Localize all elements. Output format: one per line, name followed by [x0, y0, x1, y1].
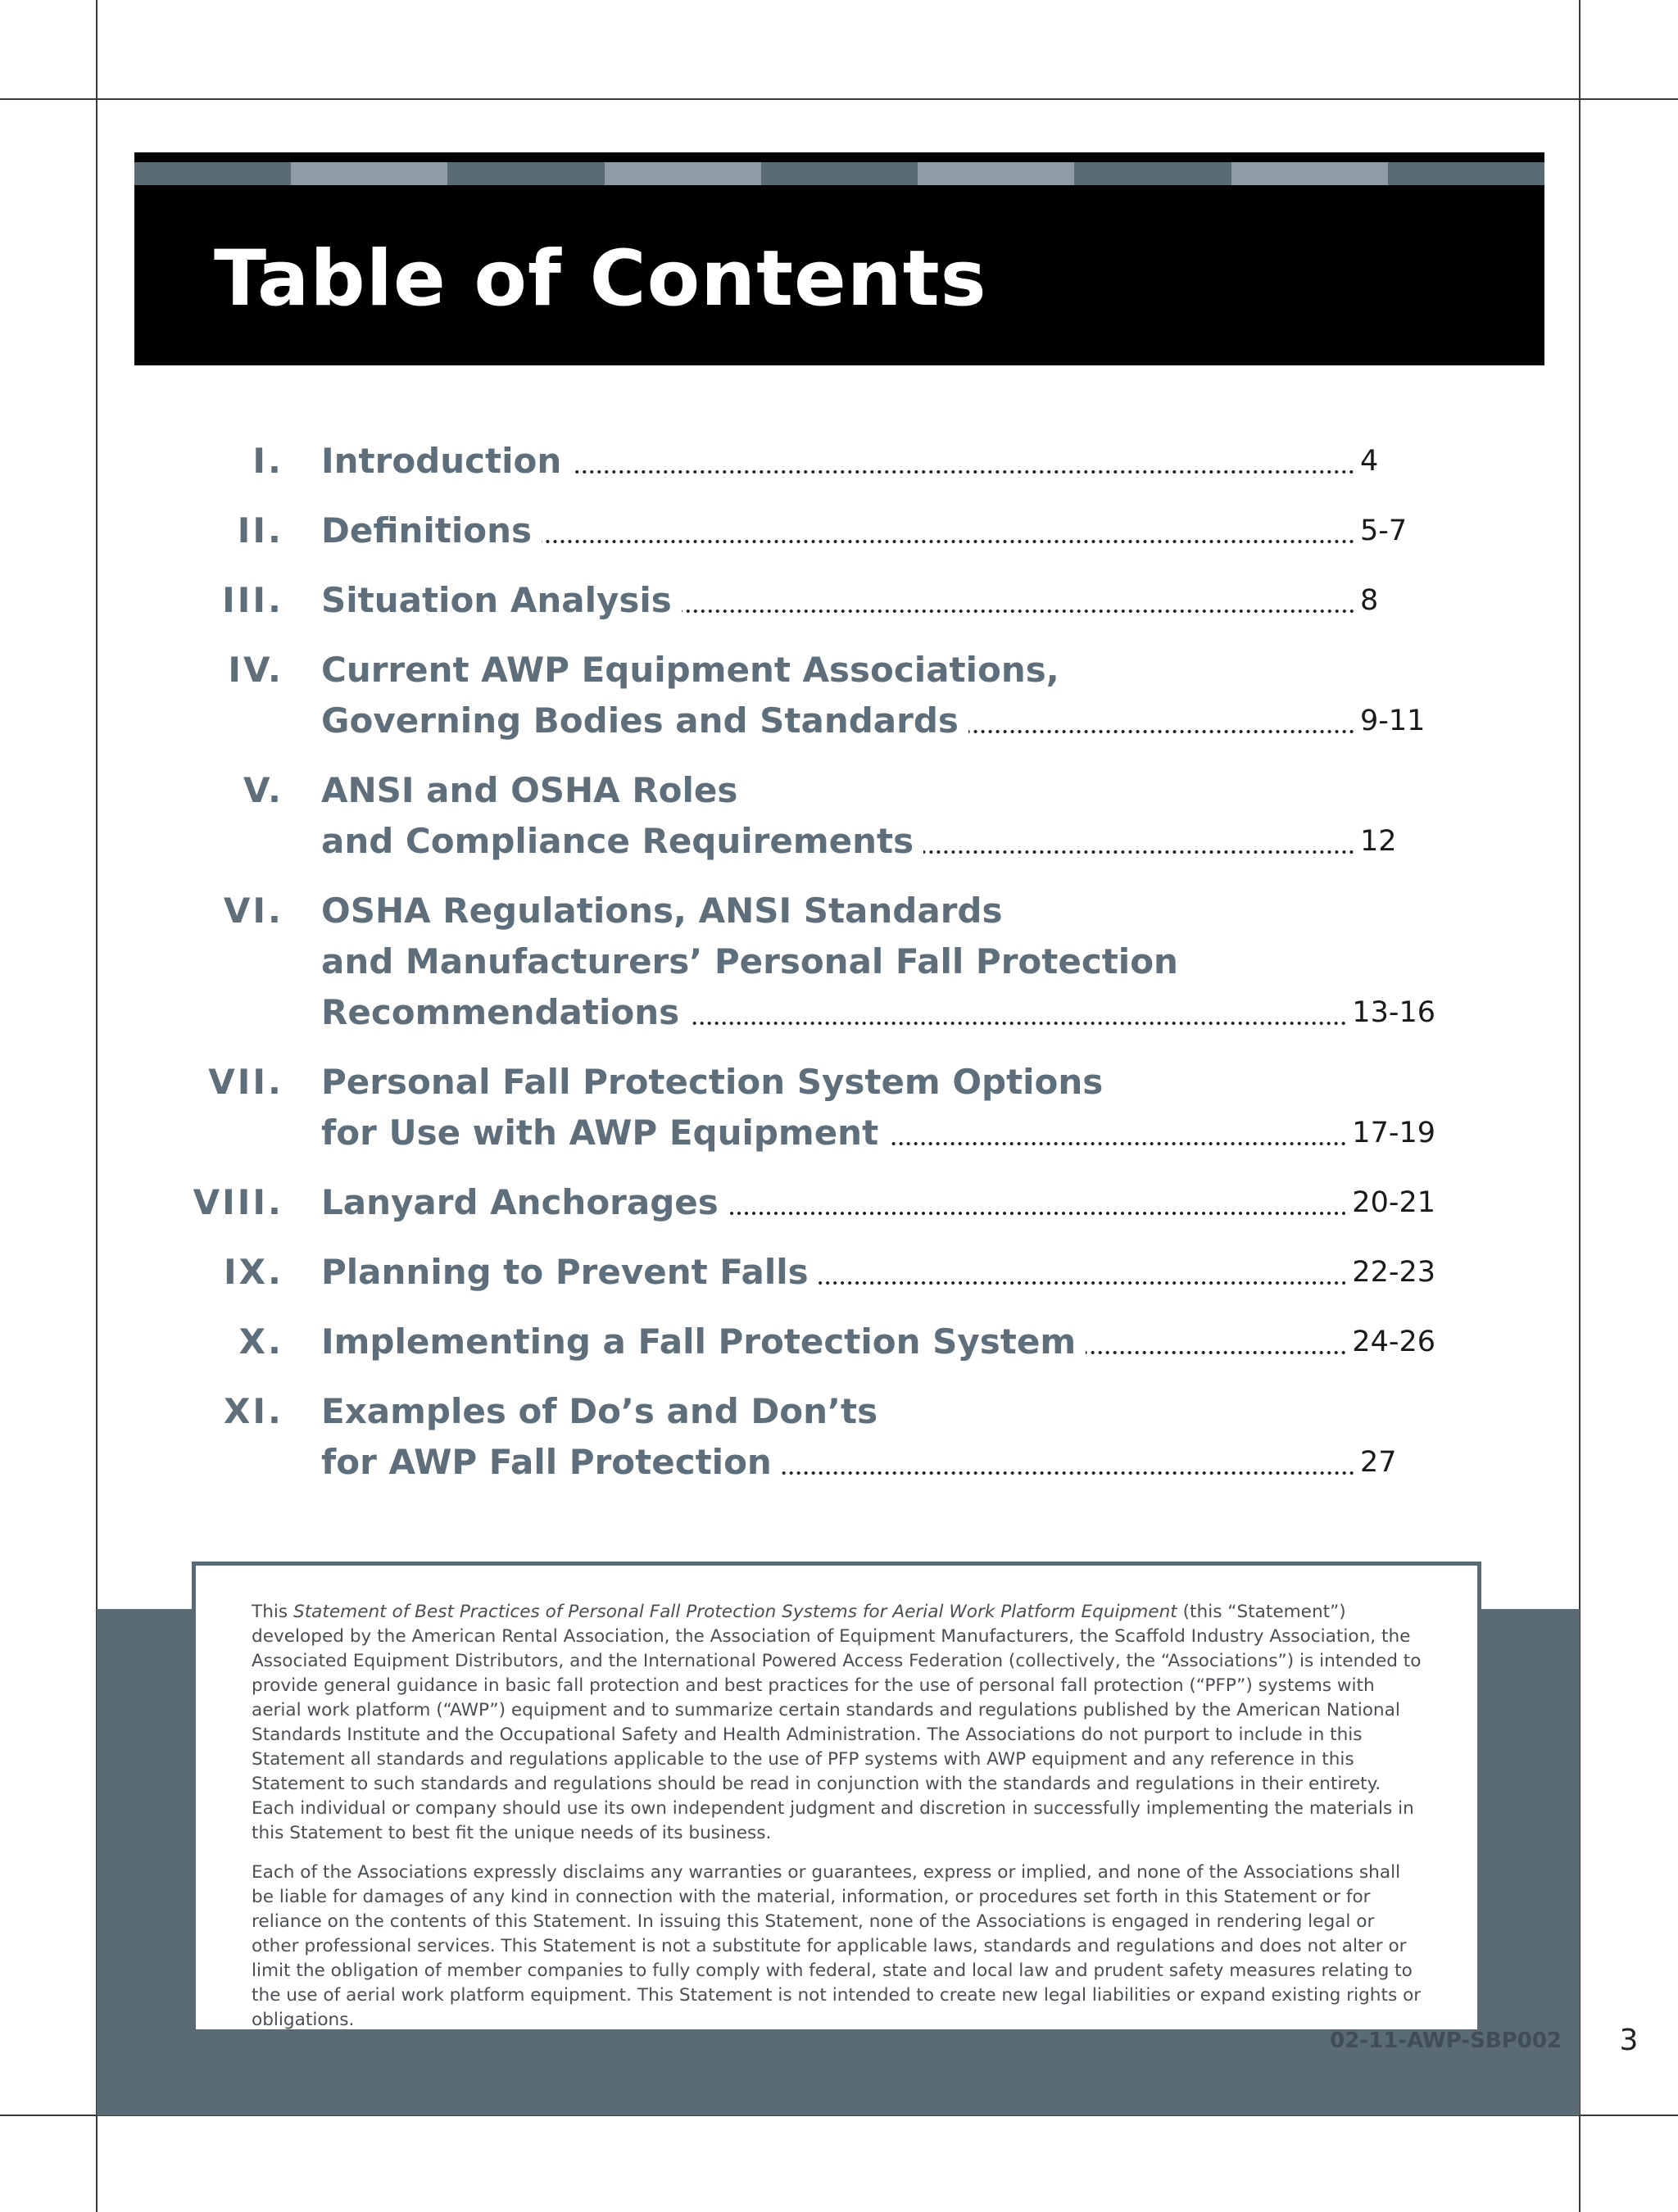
toc-entry[interactable] — [0, 1177, 1678, 1228]
toc-entry-title: Personal Fall Protection System Options — [321, 1062, 1104, 1102]
toc-entry-page: 4 — [1360, 445, 1379, 478]
toc-entry-number: VI. — [223, 891, 283, 931]
toc-entry-page: 12 — [1360, 825, 1397, 858]
toc-entry-page: 17-19 — [1352, 1117, 1435, 1149]
toc-entry-page: 5-7 — [1360, 514, 1408, 547]
disclaimer-paragraph-2: Each of the Associations expressly disclaims any warranties or guarantees, express or implied, and none of the Associations shall be liable for damages of any kind in connection with the material, information, or procedures set forth in this Statement or for reliance on the contents of this Statement. In issuing this Statement, none of the Associations is engaged in rendering legal or other professional services. This Statement is not a substitute for applicable laws, standards and regulations and does not alter or limit the obligation of member companies to fully comply with federal, state and local law and prudent safety measures relating to the use of aerial work platform equipment. This Statement is not intended to create new legal liabilities or expand existing rights or obligations. — [252, 1862, 1422, 2030]
toc-entry-title: and Manufacturers’ Personal Fall Protection — [321, 941, 1178, 981]
disclaimer-body: (this “Statement”) developed by the American Rental Association, the Association of Equipment Manufacturers, the Scaffold Industry Association, the Associated Equipment Distributors, and the International Powered Access Federation (collectively, the “Associations”) is intended to provide general guidance in basic fall protection and best practices for the use of personal fall protection (“PFP”) systems with aerial work platform (“AWP”) equipment and to summarize certain standards and regulations published by the American National Standards Institute and the Occupational Safety and Health Administration. The Associations do not purport to include in this Statement all standards and regulations applicable to the use of PFP systems with AWP equipment and any reference in this Statement to such standards and regulations should be read in conjunction with the standards and regulations in their entirety. Each individual or company should use its own independent judgment and discretion in successfully implementing the materials in this Statement to best fit the unique needs of its business. — [252, 1602, 1422, 1843]
toc-entry[interactable] — [0, 1386, 1678, 1488]
dot-leader — [968, 728, 1355, 735]
toc-entry-page: 8 — [1360, 584, 1379, 617]
toc-entry-title: and Compliance Requirements — [321, 821, 914, 861]
toc-entry-title: Situation Analysis — [321, 580, 672, 620]
page-title: Table of Contents — [214, 234, 987, 324]
dot-leader — [782, 1470, 1355, 1476]
dot-leader — [682, 608, 1355, 614]
banner-stripe — [134, 162, 1544, 185]
dot-leader — [888, 1140, 1347, 1147]
toc-entry[interactable] — [0, 645, 1678, 746]
toc-entry-page: 13-16 — [1352, 996, 1435, 1029]
toc-entry[interactable] — [0, 575, 1678, 626]
toc-entry-number: XI. — [224, 1391, 283, 1431]
toc-entry-number: I. — [252, 441, 283, 481]
toc-entry-title: Governing Bodies and Standards — [321, 700, 959, 741]
dot-leader — [728, 1210, 1348, 1217]
frame-line-top — [0, 98, 1678, 100]
disclaimer-prefix: This — [252, 1602, 293, 1622]
toc-entry-title: OSHA Regulations, ANSI Standards — [321, 891, 1003, 931]
toc-entry-title: Recommendations — [321, 992, 680, 1032]
toc-list — [0, 436, 1678, 1507]
toc-entry[interactable] — [0, 1247, 1678, 1298]
disclaimer-box — [192, 1562, 1481, 2033]
toc-entry-title: Planning to Prevent Falls — [321, 1252, 809, 1292]
toc-entry-number: IV. — [228, 650, 283, 690]
dot-leader — [571, 469, 1355, 475]
disclaimer-paragraph-1 — [252, 1600, 1423, 1846]
toc-entry-title: Definitions — [321, 510, 533, 551]
toc-entry-title: Introduction — [321, 441, 562, 481]
dot-leader — [1086, 1349, 1347, 1356]
toc-entry-page: 20-21 — [1352, 1186, 1435, 1219]
toc-entry-page: 22-23 — [1352, 1256, 1435, 1289]
banner-stripe-segment — [605, 162, 761, 185]
toc-entry-title: Implementing a Fall Protection System — [321, 1321, 1077, 1362]
toc-entry[interactable] — [0, 1057, 1678, 1158]
dot-leader — [542, 538, 1355, 545]
title-banner — [134, 152, 1544, 365]
banner-stripe-segment — [761, 162, 918, 185]
toc-entry[interactable] — [0, 436, 1678, 487]
toc-entry-title: for AWP Fall Protection — [321, 1442, 772, 1482]
toc-entry-number: VII. — [208, 1062, 283, 1102]
toc-entry-number: VIII. — [193, 1182, 283, 1222]
toc-entry-number: III. — [222, 580, 283, 620]
toc-entry-page: 9-11 — [1360, 705, 1426, 737]
disclaimer-statement-title: Statement of Best Practices of Personal Fall Protection Systems for Aerial Work Platform Equipment — [293, 1602, 1177, 1622]
document-code: 02-11-AWP-SBP002 — [1330, 2028, 1562, 2053]
page-number: 3 — [1619, 2024, 1639, 2057]
toc-entry-title: Lanyard Anchorages — [321, 1182, 719, 1222]
toc-entry-title: Current AWP Equipment Associations, — [321, 650, 1059, 690]
toc-entry-number: X. — [238, 1321, 283, 1362]
toc-entry-title: Examples of Do’s and Don’ts — [321, 1391, 878, 1431]
toc-entry-number: IX. — [224, 1252, 283, 1292]
dot-leader — [689, 1020, 1347, 1027]
dot-leader — [923, 849, 1355, 855]
toc-entry-title: ANSI and OSHA Roles — [321, 770, 738, 810]
toc-entry-title: for Use with AWP Equipment — [321, 1113, 879, 1153]
banner-stripe-segment — [1388, 162, 1544, 185]
dot-leader — [819, 1280, 1348, 1286]
banner-stripe-segment — [134, 162, 291, 185]
banner-stripe-segment — [291, 162, 447, 185]
toc-entry[interactable] — [0, 1317, 1678, 1367]
toc-entry-page: 27 — [1360, 1446, 1397, 1479]
toc-entry[interactable] — [0, 505, 1678, 556]
banner-stripe-segment — [1074, 162, 1231, 185]
toc-entry[interactable] — [0, 765, 1678, 867]
toc-entry-number: V. — [243, 770, 283, 810]
banner-stripe-segment — [447, 162, 604, 185]
banner-stripe-segment — [1231, 162, 1388, 185]
banner-stripe-segment — [918, 162, 1074, 185]
toc-entry-number: II. — [237, 510, 283, 551]
toc-entry-page: 24-26 — [1352, 1326, 1435, 1358]
toc-entry[interactable] — [0, 886, 1678, 1038]
